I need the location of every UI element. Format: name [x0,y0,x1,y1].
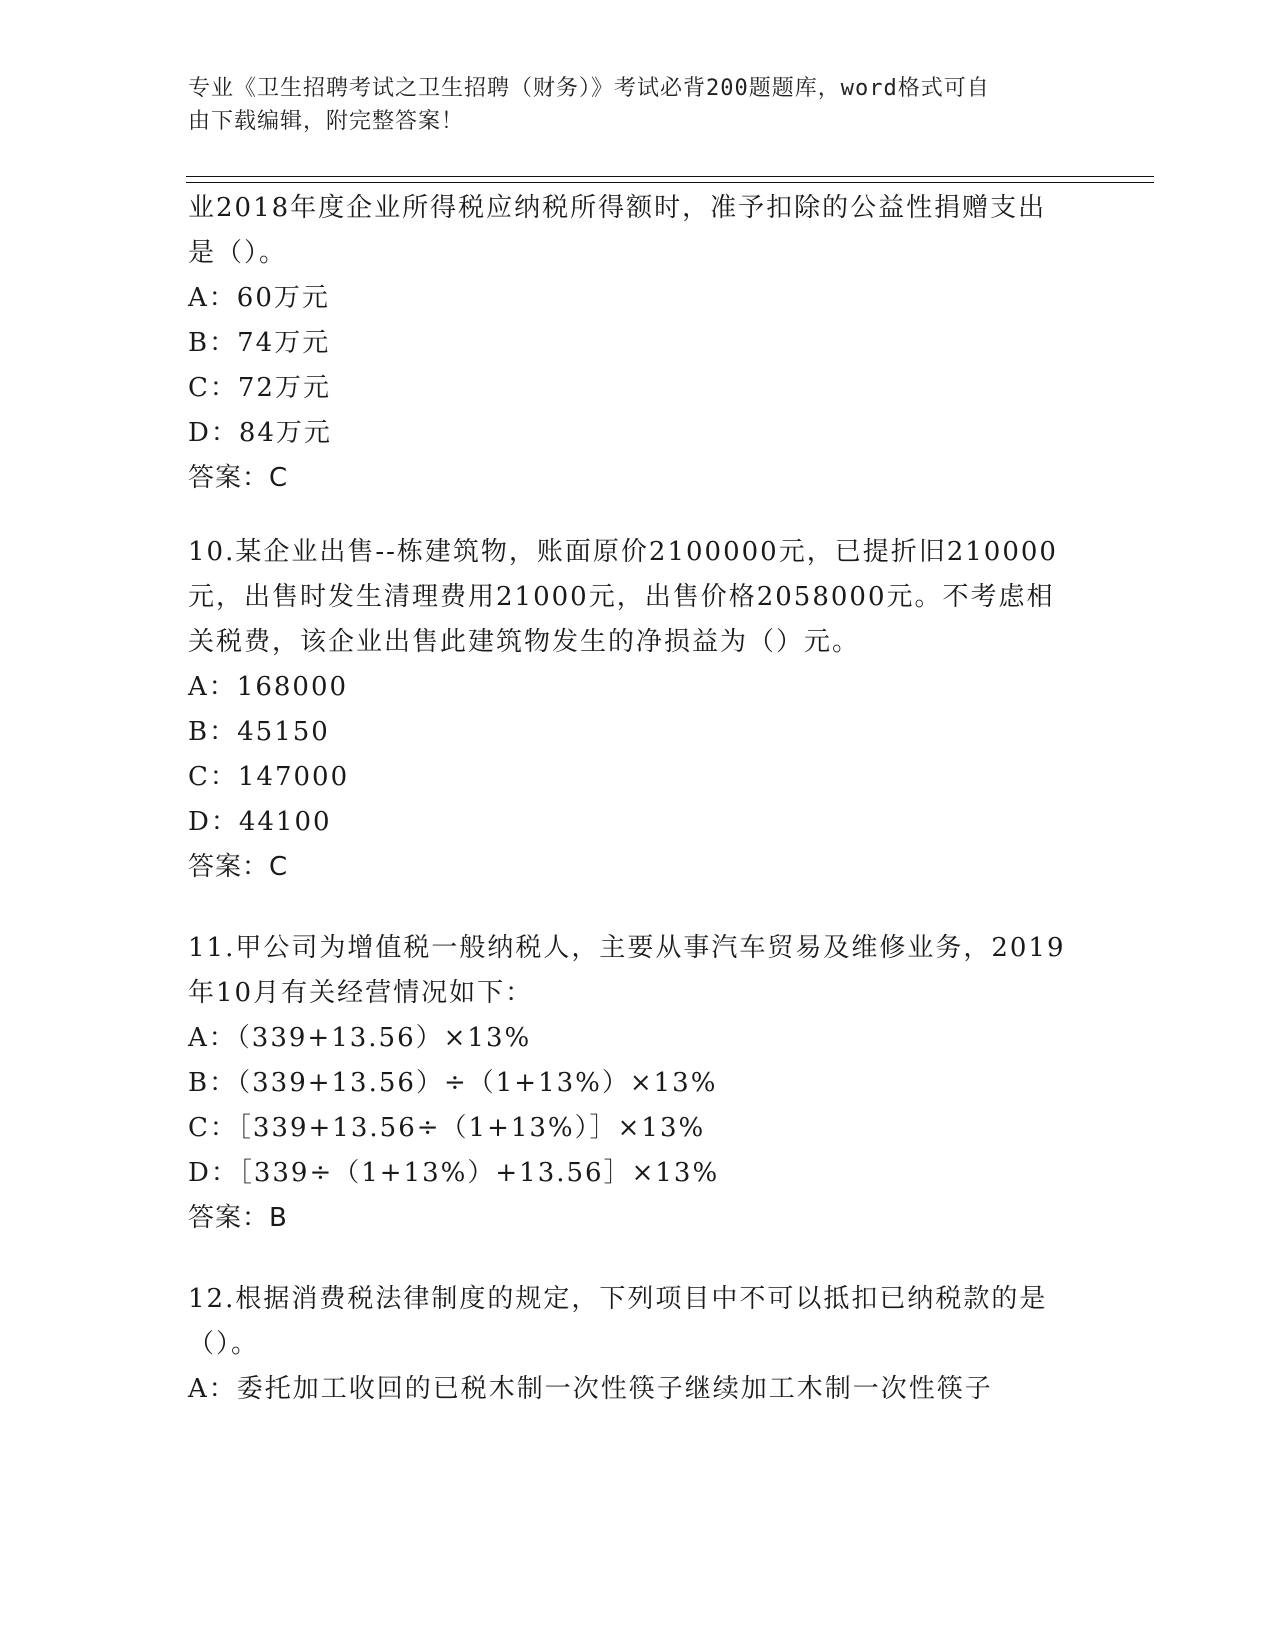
question-stem-line: 关税费，该企业出售此建筑物发生的净损益为（）元。 [188,627,861,657]
option-a: A：168000 [188,672,349,702]
option-c: C：147000 [188,762,350,792]
question-stem-line: 年10月有关经营情况如下： [188,978,534,1008]
question-stem-line: 11.甲公司为增值税一般纳税人，主要从事汽车贸易及维修业务，2019 [188,933,1066,963]
question-stem-line: 是（）。 [188,238,288,268]
question-stem-line: 12.根据消费税法律制度的规定，下列项目中不可以抵扣已纳税款的是 [188,1284,1048,1314]
question-stem-line: 10.某企业出售--栋建筑物，账面原价2100000元，已提折旧210000 [188,537,1058,567]
question-10 [188,530,1088,890]
option-c: C：72万元 [188,373,331,403]
question-9 [188,186,1088,501]
answer-line: 答案：C [188,852,289,882]
document-header [188,72,1068,138]
question-12 [188,1277,1088,1412]
option-b: B：45150 [188,717,330,747]
answer-line: 答案：B [188,1203,288,1233]
option-d: D：44100 [188,807,332,837]
question-stem-line: （）。 [188,1329,260,1359]
answer-line: 答案：C [188,463,289,493]
option-a: A：委托加工收回的已税木制一次性筷子继续加工木制一次性筷子 [188,1374,993,1404]
option-a: A：（339+13.56）×13% [188,1023,532,1053]
question-stem-line: 业2018年度企业所得税应纳税所得额时，准予扣除的公益性捐赠支出 [188,193,1047,223]
option-d: D：84万元 [188,418,332,448]
question-stem-line: 元，出售时发生清理费用21000元，出售价格2058000元。不考虑相 [188,582,1055,612]
option-d: D：［339÷（1+13%）+13.56］×13% [188,1158,720,1188]
option-b: B：（339+13.56）÷（1+13%）×13% [188,1068,718,1098]
header-divider-bottom [186,182,1154,183]
option-b: B：74万元 [188,328,331,358]
header-line-2: 由下载编辑，附完整答案！ [188,109,465,134]
header-divider-top [186,176,1154,177]
header-line-1: 专业《卫生招聘考试之卫生招聘（财务）》考试必背200题题库，word格式可自 [188,76,990,101]
option-c: C：［339+13.56÷（1+13%）］×13% [188,1113,706,1143]
question-11 [188,926,1088,1241]
option-a: A：60万元 [188,283,330,313]
